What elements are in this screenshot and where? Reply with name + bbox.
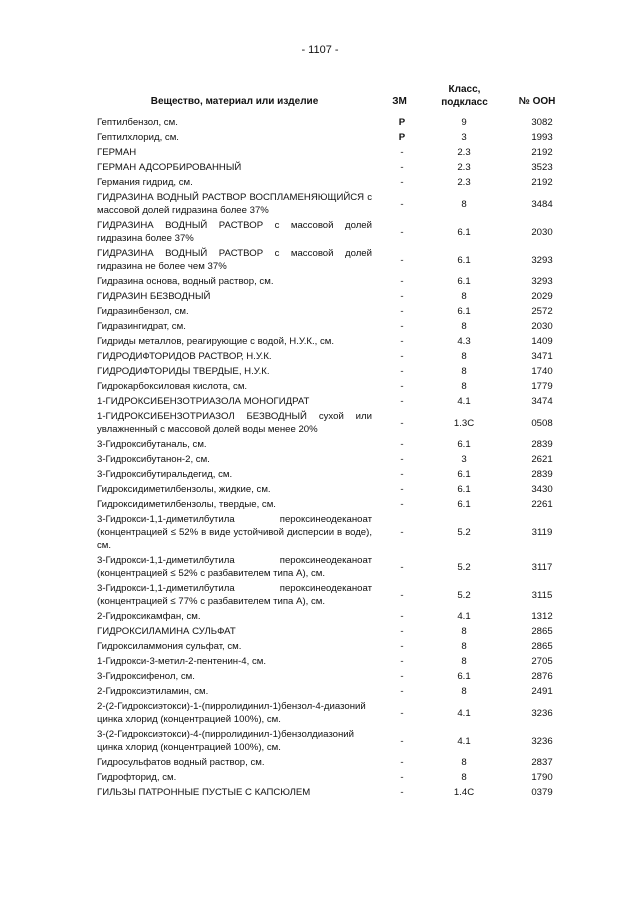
row-zm: - [400, 787, 404, 798]
row-un: 1779 [531, 381, 553, 392]
row-class: 6.1 [457, 469, 471, 480]
row-class: 5.2 [457, 589, 471, 601]
row-name: ГИДРАЗИНА ВОДНЫЙ РАСТВОР с массовой долей гидразина более 37% [97, 220, 372, 244]
header-class-line2: подкласс [441, 97, 488, 108]
row-class: 2.3 [457, 147, 471, 158]
row-un: 2030 [531, 321, 553, 332]
row-name: Гидрофторид, см. [97, 772, 177, 783]
table-row [97, 452, 573, 467]
table-row [97, 553, 573, 581]
row-zm: - [400, 686, 404, 697]
row-zm: - [400, 527, 404, 538]
row-zm: - [400, 321, 404, 332]
table-row [97, 467, 573, 482]
row-class: 4.1 [457, 396, 471, 407]
row-class: 2.3 [457, 177, 471, 188]
row-zm: - [400, 589, 404, 601]
row-un: 2865 [531, 626, 553, 637]
row-un: 3117 [531, 561, 553, 573]
row-un: 2837 [531, 757, 553, 768]
row-un: 2572 [531, 306, 553, 317]
row-name: Гидразингидрат, см. [97, 321, 186, 332]
row-name: 2-Гидроксикамфан, см. [97, 611, 201, 622]
table-row [97, 304, 573, 319]
row-name: ГИДРОДИФТОРИДОВ РАСТВОР, Н.У.К. [97, 351, 272, 362]
row-zm: - [400, 291, 404, 302]
row-class: 5.2 [457, 561, 471, 573]
row-name: Гидросульфатов водный раствор, см. [97, 757, 265, 768]
row-class: 6.1 [457, 306, 471, 317]
row-class: 8 [461, 757, 467, 768]
row-class: 8 [461, 291, 467, 302]
header-class [427, 83, 502, 109]
row-name: Германия гидрид, см. [97, 177, 193, 188]
table-row [97, 727, 573, 755]
row-class: 3 [461, 454, 467, 465]
row-un: 1740 [531, 366, 553, 377]
row-name: Гидриды металлов, реагирующие с водой, Н.У.К., см. [97, 336, 335, 347]
row-class: 8 [461, 321, 467, 332]
table-row [97, 349, 573, 364]
row-class: 6.1 [457, 439, 471, 450]
row-zm: - [400, 276, 404, 287]
table-row [97, 379, 573, 394]
row-zm: - [400, 484, 404, 495]
row-class: 8 [461, 366, 467, 377]
row-name: 3-Гидроксибутаналь, см. [97, 439, 207, 450]
row-zm: - [400, 306, 404, 317]
row-name: 3-Гидроксифенол, см. [97, 671, 195, 682]
row-zm: - [400, 177, 404, 188]
row-zm: - [400, 254, 404, 266]
row-zm: - [400, 226, 404, 238]
row-zm: - [400, 561, 404, 573]
row-un: 2839 [531, 469, 553, 480]
row-un: 1790 [531, 772, 553, 783]
row-name: 2-(2-Гидроксиэтокси)-1-(пирролидинил-1)бензол-4-диазоний цинка хлорид (концентрацией 100%), см. [97, 701, 366, 725]
table-row [97, 334, 573, 349]
row-un: 3236 [531, 707, 553, 719]
row-name: 1-ГИДРОКСИБЕНЗОТРИАЗОЛА МОНОГИДРАТ [97, 396, 310, 407]
row-name: ГИДРАЗИН БЕЗВОДНЫЙ [97, 291, 211, 302]
row-un: 3082 [531, 117, 553, 128]
table-row [97, 669, 573, 684]
header-zm: ЗМ [392, 96, 407, 107]
row-zm: - [400, 656, 404, 667]
table-row [97, 319, 573, 334]
table-row [97, 289, 573, 304]
row-zm: Р [398, 117, 406, 128]
row-name: 2-Гидроксиэтиламин, см. [97, 686, 209, 697]
table-row [97, 190, 573, 218]
row-class: 8 [461, 198, 467, 210]
row-zm: - [400, 366, 404, 377]
row-class: 8 [461, 351, 467, 362]
row-un: 3474 [531, 396, 553, 407]
row-name: 3-Гидрокси-1,1-диметилбутила пероксинеодеканоат (концентрацией ≤ 77% с разбавителем типа А), см. [97, 583, 372, 607]
row-name: Гептилхлорид, см. [97, 132, 179, 143]
row-class: 8 [461, 772, 467, 783]
row-zm: - [400, 336, 404, 347]
row-name: Гидроксидиметилбензолы, твердые, см. [97, 499, 276, 510]
row-name: ГИДРАЗИНА ВОДНЫЙ РАСТВОР ВОСПЛАМЕНЯЮЩИЙСЯ с массовой долей гидразина более 37% [97, 192, 372, 216]
row-class: 5.2 [457, 527, 471, 538]
row-un: 3236 [531, 735, 553, 747]
row-zm: - [400, 772, 404, 783]
row-un: 3119 [531, 527, 553, 538]
row-zm: - [400, 439, 404, 450]
table-row [97, 654, 573, 669]
row-zm: - [400, 499, 404, 510]
page-number: - 1107 - [301, 44, 339, 56]
row-zm: - [400, 454, 404, 465]
table-row [97, 218, 573, 246]
table-row [97, 394, 573, 409]
row-un: 0379 [531, 787, 553, 798]
row-name: 1-ГИДРОКСИБЕНЗОТРИАЗОЛ БЕЗВОДНЫЙ сухой или увлажненный с массовой долей воды менее 20% [97, 411, 372, 435]
row-name: 3-Гидроксибутанон-2, см. [97, 454, 210, 465]
row-name: Гидразинбензол, см. [97, 306, 189, 317]
row-un: 2261 [531, 499, 553, 510]
row-zm: - [400, 671, 404, 682]
row-name: ГЕРМАН [97, 147, 137, 158]
row-class: 8 [461, 656, 467, 667]
row-name: 3-Гидроксибутиральдегид, см. [97, 469, 233, 480]
table-row [97, 512, 573, 553]
row-un: 2621 [531, 454, 553, 465]
row-class: 1.3С [453, 417, 475, 429]
table-row [97, 624, 573, 639]
row-class: 2.3 [457, 162, 471, 173]
row-un: 3523 [531, 162, 553, 173]
row-class: 6.1 [457, 484, 471, 495]
table-row [97, 437, 573, 452]
row-name: Гидразина основа, водный раствор, см. [97, 276, 274, 287]
table-row [97, 175, 573, 190]
row-un: 1993 [531, 132, 553, 143]
row-zm: - [400, 396, 404, 407]
row-zm: - [400, 469, 404, 480]
table-row [97, 785, 573, 800]
row-class: 1.4С [453, 787, 475, 798]
row-zm: - [400, 147, 404, 158]
row-name: Гидрокарбоксиловая кислота, см. [97, 381, 248, 392]
row-class: 8 [461, 641, 467, 652]
row-un: 3115 [531, 589, 553, 601]
row-un: 0508 [531, 417, 553, 429]
row-zm: - [400, 611, 404, 622]
row-un: 2029 [531, 291, 553, 302]
row-zm: - [400, 381, 404, 392]
table-row [97, 755, 573, 770]
table-row [97, 115, 573, 130]
row-un: 1409 [531, 336, 553, 347]
row-name: 3-Гидрокси-1,1-диметилбутила пероксинеодеканоат (концентрацией ≤ 52% с разбавителем типа А), см. [97, 555, 372, 579]
table-row [97, 364, 573, 379]
dangerous-goods-table [97, 80, 573, 800]
row-class: 4.1 [457, 707, 471, 719]
row-class: 4.1 [457, 611, 471, 622]
row-un: 2839 [531, 439, 553, 450]
row-class: 6.1 [457, 226, 471, 238]
row-class: 4.3 [457, 336, 471, 347]
row-un: 3293 [531, 254, 553, 266]
row-name: ГИДРОКСИЛАМИНА СУЛЬФАТ [97, 626, 236, 637]
row-un: 2192 [531, 147, 553, 158]
row-name: ГИЛЬЗЫ ПАТРОННЫЕ ПУСТЫЕ С КАПСЮЛЕМ [97, 787, 311, 798]
table-row [97, 609, 573, 624]
row-class: 3 [461, 132, 467, 143]
row-zm: - [400, 757, 404, 768]
row-un: 2030 [531, 226, 553, 238]
row-zm: - [400, 735, 404, 747]
table-row [97, 482, 573, 497]
row-zm: Р [398, 132, 406, 143]
row-class: 8 [461, 626, 467, 637]
table-row [97, 497, 573, 512]
row-name: ГИДРОДИФТОРИДЫ ТВЕРДЫЕ, Н.У.К. [97, 366, 270, 377]
row-name: 3-(2-Гидроксиэтокси)-4-(пирролидинил-1)бензолдиазоний цинка хлорид (концентрацией 100%), см. [97, 729, 354, 753]
row-class: 6.1 [457, 254, 471, 266]
row-name: Гептилбензол, см. [97, 117, 178, 128]
table-row [97, 130, 573, 145]
row-un: 1312 [531, 611, 553, 622]
row-name: 3-Гидрокси-1,1-диметилбутила пероксинеодеканоат (концентрацией ≤ 52% в виде устойчивой дисперсии в воде), см. [97, 514, 372, 551]
row-name: 1-Гидрокси-3-метил-2-пентенин-4, см. [97, 656, 267, 667]
row-name: Гидроксидиметилбензолы, жидкие, см. [97, 484, 271, 495]
table-header [97, 80, 573, 115]
table-row [97, 684, 573, 699]
row-un: 2491 [531, 686, 553, 697]
row-class: 6.1 [457, 671, 471, 682]
row-name: Гидроксиламмония сульфат, см. [97, 641, 242, 652]
row-zm: - [400, 351, 404, 362]
table-row [97, 409, 573, 437]
row-class: 6.1 [457, 276, 471, 287]
row-zm: - [400, 641, 404, 652]
row-un: 2865 [531, 641, 553, 652]
row-un: 3484 [531, 198, 553, 210]
table-row [97, 274, 573, 289]
row-un: 3293 [531, 276, 553, 287]
table-row [97, 581, 573, 609]
row-zm: - [400, 626, 404, 637]
row-class: 8 [461, 686, 467, 697]
row-un: 2705 [531, 656, 553, 667]
row-class: 6.1 [457, 499, 471, 510]
row-un: 2192 [531, 177, 553, 188]
table-row [97, 699, 573, 727]
row-zm: - [400, 417, 404, 429]
table-row [97, 246, 573, 274]
row-un: 2876 [531, 671, 553, 682]
row-un: 3430 [531, 484, 553, 495]
row-name: ГИДРАЗИНА ВОДНЫЙ РАСТВОР с массовой долей гидразина не более чем 37% [97, 248, 372, 272]
header-un: № ООН [518, 96, 556, 107]
table-row [97, 145, 573, 160]
row-zm: - [400, 162, 404, 173]
table-row [97, 639, 573, 654]
table-body [97, 115, 573, 800]
header-name: Вещество, материал или изделие [150, 96, 319, 107]
row-zm: - [400, 198, 404, 210]
row-zm: - [400, 707, 404, 719]
table-row [97, 770, 573, 785]
header-class-line1: Класс, [448, 84, 481, 95]
row-class: 8 [461, 381, 467, 392]
table-row [97, 160, 573, 175]
row-name: ГЕРМАН АДСОРБИРОВАННЫЙ [97, 162, 242, 173]
row-class: 4.1 [457, 735, 471, 747]
row-class: 9 [461, 117, 467, 128]
row-un: 3471 [531, 351, 553, 362]
